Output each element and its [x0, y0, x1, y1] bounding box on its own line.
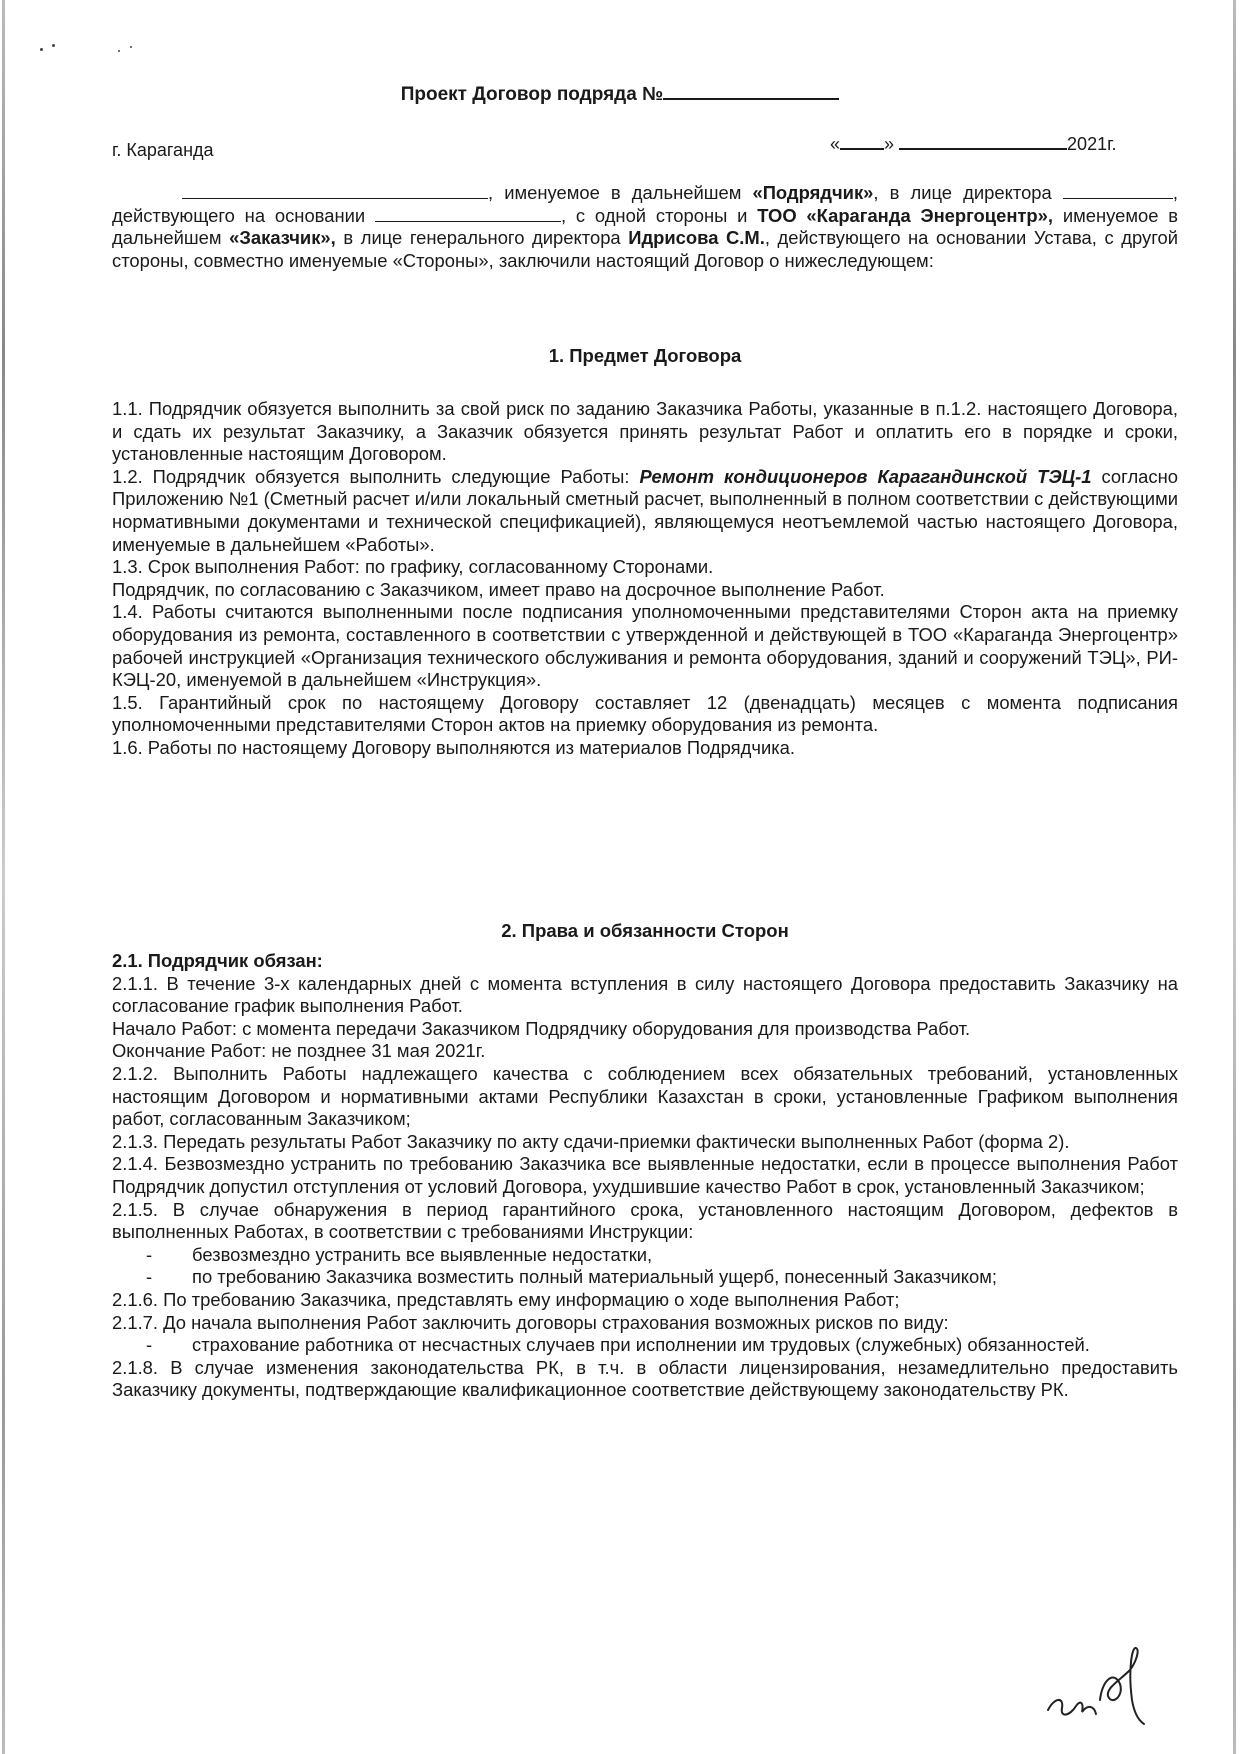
- list-item-text: по требованию Заказчика возместить полный материальный ущерб, понесенный Заказчиком;: [192, 1266, 997, 1288]
- preamble-text: в лице генерального директора: [335, 227, 629, 249]
- dash-bullet: -: [146, 1334, 153, 1356]
- scan-edge-right: [1233, 0, 1236, 1754]
- customer-term: «Заказчик»,: [229, 227, 336, 249]
- clause-2-1-1-end: Окончание Работ: не позднее 31 мая 2021г.: [112, 1040, 486, 1062]
- month-blank: [899, 132, 1067, 150]
- preamble-text: , в лице директора: [873, 182, 1063, 203]
- section-2-body: [112, 950, 1178, 1402]
- clause-1-6: 1.6. Работы по настоящему Договору выполняются из материалов Подрядчика.: [112, 736, 796, 758]
- clause-2-1-6: 2.1.6. По требованию Заказчика, представлять ему информацию о ходе выполнения Работ;: [112, 1288, 900, 1310]
- clause-1-5: 1.5. Гарантийный срок по настоящему Договору составляет 12 (двенадцать) месяцев с момента подписания уполномоченными представителями Сторон актов на приемку оборудования из ремонта.: [112, 691, 1178, 736]
- clause-2-1-5: 2.1.5. В случае обнаружения в период гарантийного срока, установленного настоящим Договором, дефектов в выполненных Работах, в соответствии с требованиями Инструкции:: [112, 1198, 1178, 1243]
- customer-company: ТОО «Караганда Энергоцентр»,: [757, 204, 1054, 226]
- scan-speck: [40, 48, 43, 51]
- dash-bullet: -: [146, 1266, 153, 1288]
- clause-2-1-2: 2.1.2. Выполнить Работы надлежащего качества с соблюдением всех обязательных требований, установленных настоящим Договором и нормативными актами Республики Казахстан в сроки, установленные Графиком выполнения работ, согласованным Заказчиком;: [112, 1062, 1178, 1130]
- contract-city: г. Караганда: [112, 140, 214, 160]
- clause-2-1-7: 2.1.7. До начала выполнения Работ заключить договоры страхования возможных рисков по виду:: [112, 1311, 949, 1333]
- section-1-body: [112, 398, 1178, 760]
- preamble-text: , именуемое в дальнейшем: [488, 182, 753, 203]
- list-item: [112, 1266, 1178, 1289]
- date-open-quote: «: [830, 134, 841, 154]
- clause-text: согласно Приложению №1 (Сметный расчет и/или локальный сметный расчет, выполненный в полном соответствии с действующими нормативными документами и технической спецификацией), являющемуся неотъемлемой частью настоящего Договора, именуемые в дальнейшем «Работы».: [112, 465, 1178, 555]
- document-title: [0, 82, 1240, 106]
- clause-1-1: 1.1. Подрядчик обязуется выполнить за свой риск по заданию Заказчика Работы, указанные в п.1.2. настоящего Договора, и сдать их результат Заказчику, а Заказчик обязуется принять результат Работ и оплатить его в порядке и сроки, установленные настоящим Договором.: [112, 398, 1178, 465]
- preamble-paragraph: [112, 182, 1178, 272]
- scan-edge-left: [2, 0, 5, 1754]
- list-item-text: страхование работника от несчастных случаев при исполнении им трудовых (служебных) обязанностей.: [192, 1334, 1090, 1356]
- clause-1-4: 1.4. Работы считаются выполненными после подписания уполномоченными представителями Сторон акта на приемку оборудования из ремонта, составленного в соответствии с утвержденной и действующей в ТОО «Караганда Энергоцентр» рабочей инструкцией «Организация технического обслуживания и ремонта оборудования, зданий и сооружений ТЭЦ», РИ-КЭЦ-20, именуемой в дальнейшем «Инструкция».: [112, 601, 1178, 691]
- list-item: [112, 1334, 1178, 1357]
- clause-text: 1.2. Подрядчик обязуется выполнить следующие Работы:: [112, 465, 640, 487]
- clause-2-1-3: 2.1.3. Передать результаты Работ Заказчику по акту сдачи-приемки фактически выполненных Работ (форма 2).: [112, 1130, 1070, 1152]
- section-2-heading: 2. Права и обязанности Сторон: [501, 920, 789, 941]
- list-item: [112, 1244, 1178, 1267]
- scan-speck: [130, 46, 132, 48]
- works-title: Ремонт кондиционеров Карагандинской ТЭЦ-1: [639, 465, 1092, 487]
- clause-2-1-1-start: Начало Работ: с момента передачи Заказчиком Подрядчику оборудования для производства Работ.: [112, 1017, 971, 1039]
- preamble-text: именуемое в дальнейшем: [112, 204, 1178, 249]
- preamble: [112, 182, 1178, 272]
- section-1-heading: 1. Предмет Договора: [548, 345, 742, 366]
- clause-2-1-1: 2.1.1. В течение 3-х календарных дней с момента вступления в силу настоящего Договора предоставить Заказчику на согласование график выполнения Работ.: [112, 972, 1178, 1017]
- director-name-blank: [1063, 184, 1173, 199]
- contract-number-blank: [663, 82, 839, 100]
- clause-1-3: 1.3. Срок выполнения Работ: по графику, согласованному Сторонами.: [112, 556, 714, 578]
- dash-bullet: -: [146, 1243, 153, 1265]
- section-2: [112, 920, 1178, 943]
- clause-1-3-note: Подрядчик, по согласованию с Заказчиком, имеет право на досрочное выполнение Работ.: [112, 578, 885, 600]
- preamble-text: , действующего на основании Устава, с другой стороны, совместно именуемые «Стороны», заключили настоящий Договор о нижеследующем:: [112, 227, 1178, 271]
- basis-blank: [375, 207, 561, 222]
- director-name: Идрисова С.М.: [628, 227, 765, 249]
- scan-speck: [52, 44, 55, 47]
- title-text: Проект Договор подряда №: [400, 84, 664, 105]
- preamble-text: , с одной стороны и: [560, 204, 758, 226]
- clause-1-2: [112, 466, 1178, 556]
- clause-2-1-8: 2.1.8. В случае изменения законодательства РК, в т.ч. в области лицензирования, незамедлительно предоставить Заказчику документы, подтверждающие квалификационное соответствие действующему законодательству РК.: [112, 1356, 1178, 1401]
- clause-2-1-4: 2.1.4. Безвозмездно устранить по требованию Заказчика все выявленные недостатки, если в процессе выполнения Работ Подрядчик допустил отступления от условий Договора, ухудшившие качество Работ в срок, установленный Заказчиком;: [112, 1153, 1178, 1197]
- day-blank: [840, 132, 884, 150]
- date-close-quote: »: [884, 134, 895, 154]
- contractor-name-blank: [182, 184, 488, 199]
- contract-date: [830, 132, 1116, 155]
- scan-speck: [118, 50, 120, 52]
- preamble-text: , действующего на основании: [112, 182, 1178, 226]
- contractor-term: «Подрядчик»: [752, 182, 874, 203]
- signature-mark: [1040, 1640, 1190, 1730]
- date-year: 2021г.: [1067, 134, 1117, 154]
- subsection-2-1: 2.1. Подрядчик обязан:: [112, 950, 323, 971]
- section-1: [112, 345, 1178, 368]
- list-item-text: безвозмездно устранить все выявленные недостатки,: [192, 1243, 653, 1265]
